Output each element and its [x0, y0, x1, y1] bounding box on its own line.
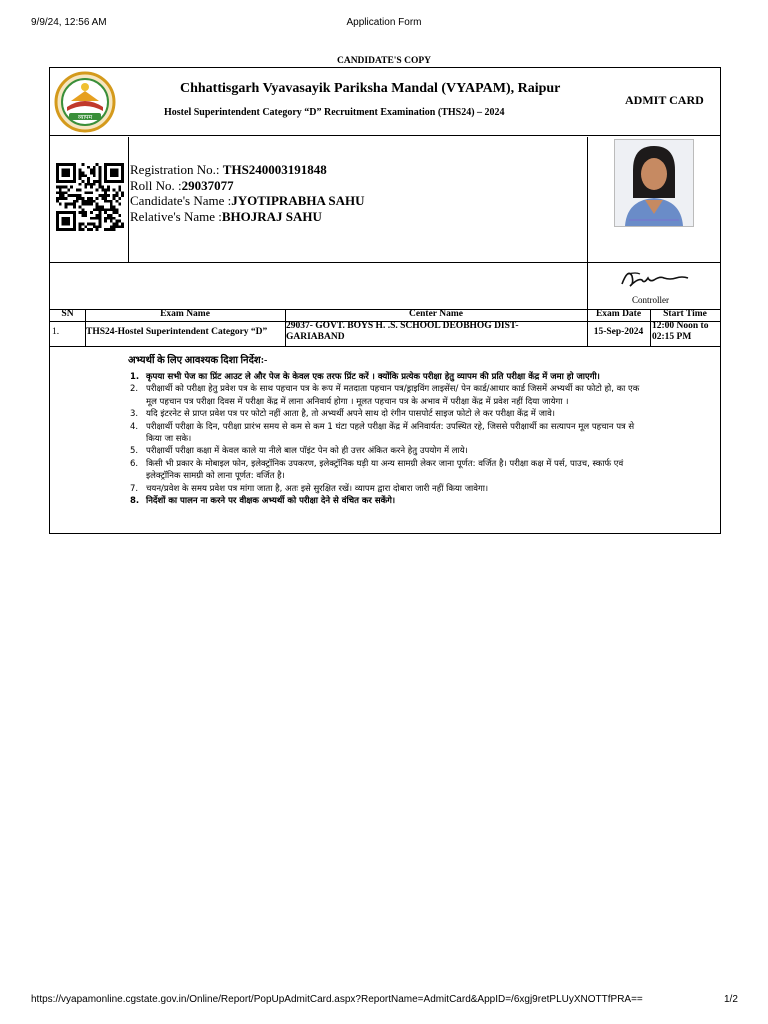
print-datetime: 9/9/24, 12:56 AM: [31, 17, 107, 28]
registration-label: Registration No.:: [130, 162, 220, 177]
org-name: Chhattisgarh Vyavasayik Pariksha Mandal (VYAPAM), Raipur: [180, 81, 561, 96]
row-time-line: 02:15 PM: [652, 332, 692, 342]
instructions-list: [130, 371, 650, 507]
col-time-header: Start Time: [663, 309, 707, 319]
row-sn: 1.: [52, 327, 60, 337]
controller-signature: [614, 264, 694, 292]
instruction-item: 8. निर्देशों का पालन ना करने पर वीक्षक अभ्यर्थी को परीक्षा देने से वंचित कर सकेंगे।: [130, 496, 396, 507]
person-icon: [615, 140, 693, 226]
instruction-item: 2. परीक्षार्थी को परीक्षा हेतु प्रवेश पत्र के साथ पहचान पत्र के रूप में मतदाता पहचान पत्र/ड्राइविंग लाइसेंस/ पेन कार्ड/आधार कार्ड जिसमें अभ्यर्थी का फोटो हो, का एक मूल पहचान पत्र परीक्षा दिवस में परीक्षा केंद्र में लाना अनिवार्य होगा । मूलत पहचान पत्र के अभाव में परीक्षा केंद्र में प्रवेश नहीं दिया जायेगा ।: [130, 384, 640, 407]
roll-label: Roll No. :: [130, 177, 182, 193]
instruction-item: 7. चयन/प्रवेश के समय प्रवेश पत्र मांगा जाता है, अतः इसे सुरक्षित रखें। व्यापम द्वारा दोबारा जारी नहीं किया जावेगा।: [130, 483, 489, 494]
print-title: Application Form: [346, 17, 422, 28]
instruction-item: 3. यदि इंटरनेट से प्राप्त प्रवेश पत्र पर फोटो नहीं आता है, तो अभ्यर्थी अपने साथ दो रंगीन पासपोर्ट साइज फोटो ले कर परीक्षा केंद्र में जावे।: [130, 409, 556, 420]
card-type: ADMIT CARD: [625, 93, 704, 107]
row-center-line: 29037- GOVT. BOYS H. .S. SCHOOL DEOBHOG DIST-: [286, 321, 519, 331]
row-exam-date: 15-Sep-2024: [593, 327, 644, 337]
col-sn-header: SN: [61, 309, 74, 319]
row-time-line: 12:00 Noon to: [652, 321, 709, 331]
relative-name-label: Relative's Name :: [130, 208, 222, 224]
candidate-name-label: Candidate's Name :: [130, 193, 232, 208]
admit-card: [49, 67, 721, 534]
instruction-item: 1. कृपया सभी पेज का प्रिंट आउट ले और पेज के केवल एक तरफ प्रिंट करें । क्योंकि प्रत्येक परीक्षा हेतु व्यापम की प्रति परीक्षा केंद्र में जमा हो जाएगी।: [130, 372, 600, 382]
roll-number: 29037077: [181, 177, 234, 193]
controller-label: Controller: [632, 295, 669, 305]
candidate-photo: [614, 139, 694, 227]
roll-row: [130, 178, 365, 194]
exam-title: Hostel Superintendent Category “D” Recruitment Examination (THS24) – 2024: [164, 107, 505, 118]
relative-name-row: [130, 209, 365, 225]
candidate-info: [130, 162, 365, 224]
row-center: [286, 321, 586, 343]
divider: [50, 135, 720, 136]
row-exam-name: THS24-Hostel Superintendent Category “D”: [86, 327, 268, 337]
candidate-name: JYOTIPRABHA SAHU: [231, 193, 365, 208]
divider: [50, 346, 720, 347]
qr-code: [54, 163, 126, 231]
col-exam-header: Exam Name: [160, 309, 210, 319]
copy-label: CANDIDATE'S COPY: [336, 56, 432, 66]
instructions-title: अभ्यर्थी के लिए आवश्यक दिशा निर्देश:-: [128, 355, 268, 366]
col-date-header: Exam Date: [595, 309, 642, 319]
relative-name: BHOJRAJ SAHU: [221, 208, 322, 224]
row-center-line: GARIABAND: [286, 332, 345, 342]
print-url: https://vyapamonline.cgstate.gov.in/Online/Report/PopUpAdmitCard.aspx?ReportName=AdmitCard&AppID=/6xgj9retPLUyXNOTTfPRA==: [31, 994, 643, 1005]
divider: [50, 262, 720, 263]
row-start-time: [652, 321, 720, 343]
candidate-name-row: [130, 193, 365, 209]
registration-row: [130, 162, 365, 178]
col-center-header: Center Name: [409, 309, 463, 319]
divider: [128, 137, 129, 262]
instruction-item: 4. परीक्षार्थी परीक्षा के दिन, परीक्षा प्रारंभ समय से कम से कम 1 घंटा पहले परीक्षा केंद्र में अनिवार्यत: उपस्थित रहे, जिससे परीक्षार्थी का सत्यापन मूल पहचान पत्र से किया जा सके।: [130, 421, 635, 445]
instruction-item: 5. परीक्षार्थी परीक्षा कक्षा में केवल काले या नीले बाल पॉइंट पेन को ही उत्तर अंकित करने हेतु उपयोग में लाये।: [130, 446, 468, 457]
print-page-number: 1/2: [724, 994, 738, 1005]
vyapam-logo: [53, 71, 117, 133]
instruction-item: 6. किसी भी प्रकार के मोबाइल फोन, इलेक्ट्रॉनिक उपकरण, इलेक्ट्रॉनिक घड़ी या अन्य सामग्री लेकर जाना पूर्णत: वर्जित है। परीक्षा कक्ष में पर्स, पाउच, स्कार्फ एवं इलेक्ट्रॉनिक सामग्री को लाना पूर्णत: वर्जित है।: [130, 458, 624, 482]
registration-number: THS240003191848: [222, 162, 327, 177]
svg-text:व्यापम: व्यापम: [77, 114, 93, 121]
